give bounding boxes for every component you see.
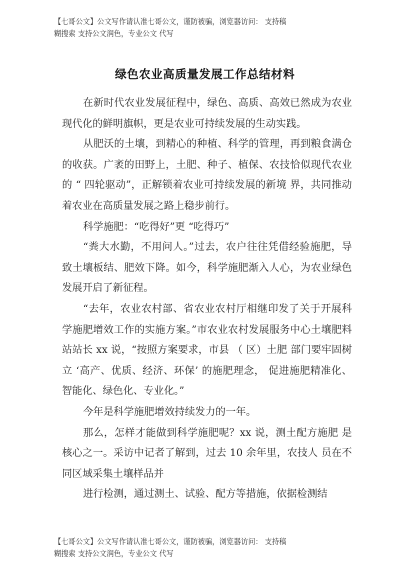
paragraph-policy: “去年，农业农村部、省农业农村厅相继印发了关于开展科学施肥增效工作的实施方案。”市农业农村发展服务中心土壤肥料站站长 xx 说，“按照方案要求，市县 （ 区）土肥 部门要牢固树立 ‘高产、优质、经济、环保’ 的施肥理念， 促进施肥精准化、智能化、绿色化、专业化。” [62, 303, 352, 398]
header-line-1: 【七哥公文】公文写作请认准七哥公文，谨防被骗，浏览器访问： 支持稿 [54, 17, 287, 26]
section-heading-fertilization: 科学施肥：“吃得好”更 “吃得巧” [83, 221, 230, 233]
paragraph-soil-testing: 那么，怎样才能做到科学施肥呢？xx 说，测土配方施肥 是核心之一。采访中记者了解到，过去 10 余年里，农技人 员在不同区域采集土壤样品并 [62, 427, 352, 480]
paragraph-proverb: “粪大水勤，不用问人。”过去，农户往往凭借经验施肥，导致土壤板结、肥效下降。如今，科学施肥渐入人心，为农业绿色发展开启了新征程。 [62, 242, 352, 295]
paragraph-intro: 在新时代农业发展征程中，绿色、高质、高效已然成为农业现代化的鲜明旗帜，更是农业可持续发展的生动实践。 [62, 98, 352, 130]
header-line-2: 糊搜索 支持公文润色，专业公文 代写 [54, 29, 174, 38]
paragraph-detection: 进行检测，通过测土、试验、配方等措施，依据检测结 [83, 489, 328, 501]
paragraph-this-year: 今年是科学施肥增效持续发力的一年。 [83, 406, 257, 418]
document-title: 绿色农业高质量发展工作总结材料 [115, 67, 295, 81]
footer-line-2: 糊搜索 支持公文润色，专业公文 代写 [54, 549, 174, 558]
header-watermark [54, 16, 374, 40]
paragraph-soil: 从肥沃的土壤，到精心的种植、科学的管理，再到粮食满仓的收获。广袤的田野上，土肥、种子、植保、农技恰似现代农业的 “ 四轮驱动”，正解锁着农业可持续发展的新境 界，共同推动着农业在高质量发展之路上稳步前行。 [62, 139, 352, 212]
footer-line-1: 【七哥公文】公文写作请认准七哥公文，谨防被骗，浏览器访问： 支持稿 [54, 537, 287, 546]
footer-watermark [54, 536, 374, 560]
document-body [62, 94, 352, 506]
